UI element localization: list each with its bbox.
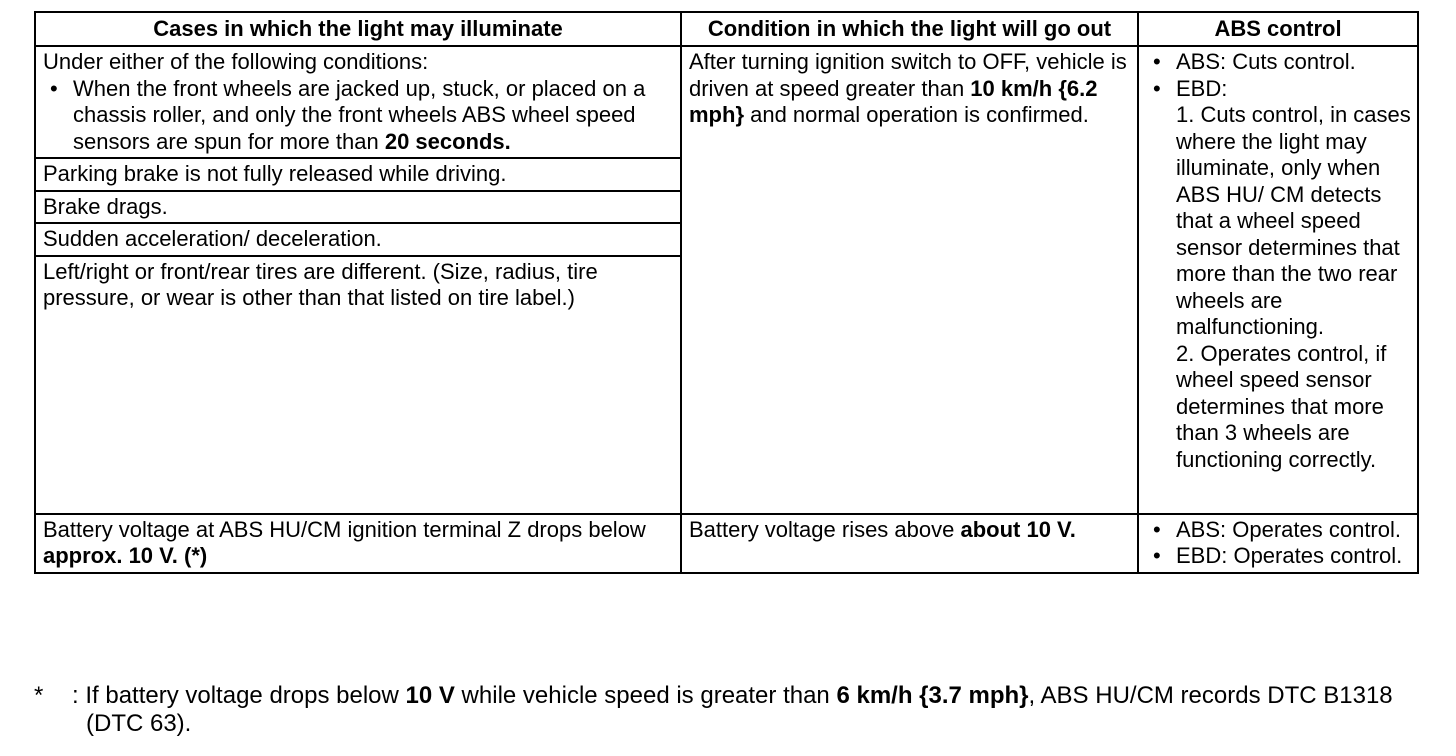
battery-case-bold: approx. 10 V. (*) xyxy=(43,543,208,568)
abs-item-2: • ABS: Operates control. xyxy=(1146,517,1411,544)
footnote-speed: 6 km/h {3.7 mph} xyxy=(836,682,1029,709)
footnote-marker: * xyxy=(34,682,44,709)
ebd-paragraph-2: 2. Operates control, if wheel speed sensor determines that more than 3 wheels are functioning correctly. xyxy=(1176,340,1387,472)
abs-control-cell-2 xyxy=(1138,514,1418,573)
case-parking-brake-cell: Parking brake is not fully released while driving. xyxy=(35,158,681,191)
header-go-out-condition: Condition in which the light will go out xyxy=(681,12,1138,46)
header-cases: Cases in which the light may illuminate xyxy=(35,12,681,46)
battery-go-out-bold: about 10 V xyxy=(960,516,1070,542)
case-intro: Under either of the following conditions: xyxy=(43,49,429,74)
footnote-text xyxy=(72,682,1434,738)
go-out-cell-2 xyxy=(681,514,1138,573)
abs-control-list xyxy=(1146,49,1411,473)
footnote-mid: while vehicle speed is greater than xyxy=(454,682,837,709)
battery-go-out-text: Battery voltage rises above xyxy=(689,516,961,542)
header-abs-control: ABS control xyxy=(1138,12,1418,46)
header-row xyxy=(35,12,1418,46)
case-bullet-list xyxy=(43,76,674,156)
table-row xyxy=(35,514,1418,573)
go-out-text-end: and normal operation is confirmed. xyxy=(744,102,1089,127)
ebd-item xyxy=(1146,76,1411,474)
ebd-paragraph-1: 1. Cuts control, in cases where the light may illuminate, only when ABS HU/ CM detects that a wheel speed sensor determines that more than the two rear wheels are malfunctioning. xyxy=(1176,102,1411,339)
go-out-text: After turning ignition switch to OFF, vehicle is driven at speed greater than xyxy=(689,49,1127,101)
go-out-speed: 10 km/h {6.2 mph} xyxy=(689,75,1098,127)
case-jacked-up-cell xyxy=(35,46,681,158)
abs-control-cell-1 xyxy=(1138,46,1418,514)
abs-control-list-2 xyxy=(1146,517,1411,570)
battery-case-text: Battery voltage at ABS HU/CM ignition terminal Z drops below xyxy=(43,516,646,542)
table-row xyxy=(35,46,1418,158)
abs-item: • ABS: Cuts control. xyxy=(1146,49,1411,76)
abs-warning-light-table xyxy=(34,11,1419,574)
case-battery-voltage-cell xyxy=(35,514,681,573)
go-out-cell-1 xyxy=(681,46,1138,514)
case-bullet-bold: 20 seconds xyxy=(384,128,505,154)
footnote-pre: : If battery voltage drops below xyxy=(72,682,406,709)
case-bullet-item xyxy=(43,76,674,156)
case-bullet-end: . xyxy=(504,128,511,154)
case-brake-drags-cell: Brake drags. xyxy=(35,191,681,224)
footnote xyxy=(34,682,1434,738)
battery-go-out-end: . xyxy=(1069,516,1076,542)
ebd-label: • EBD: xyxy=(1176,75,1228,101)
footnote-post: , ABS HU/CM records DTC B1318 (DTC 63). xyxy=(86,682,1393,737)
case-tires-different-cell: Left/right or front/rear tires are different. (Size, radius, tire pressure, or wear is other than that listed on tire label.) xyxy=(35,256,681,514)
case-bullet-text: When the front wheels are jacked up, stuck, or placed on a chassis roller, and only the front wheels ABS wheel speed sensors are spun for more than xyxy=(73,75,646,154)
case-sudden-accel-cell: Sudden acceleration/ deceleration. xyxy=(35,223,681,256)
footnote-voltage: 10 V xyxy=(405,682,455,709)
ebd-item-2: • EBD: Operates control. xyxy=(1146,543,1411,570)
